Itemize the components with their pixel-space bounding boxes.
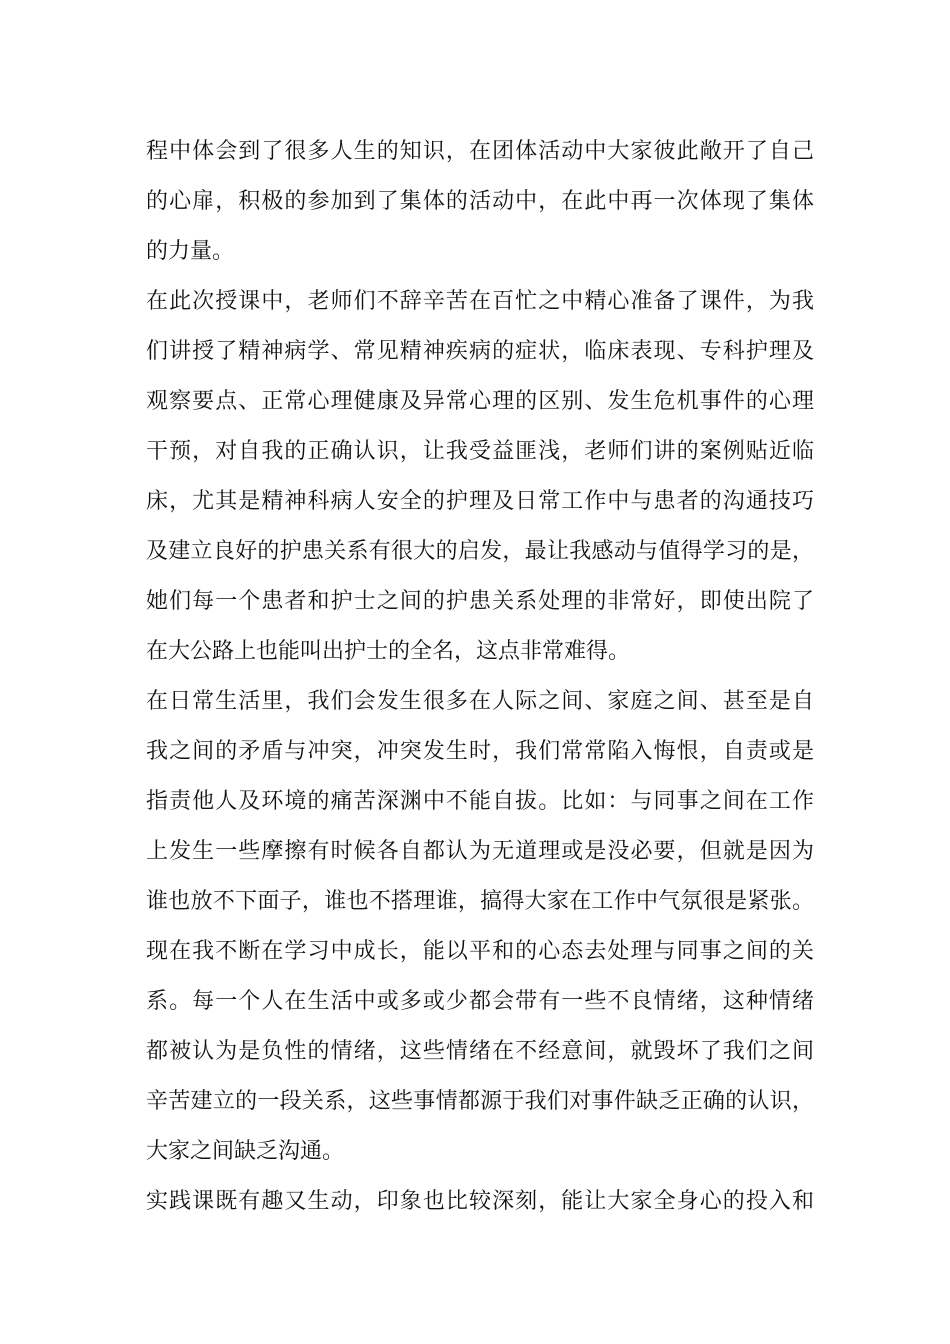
paragraph — [146, 677, 814, 1177]
text-line: 指责他人及环境的痛苦深渊中不能自拔。比如：与同事之间在工作 — [146, 789, 814, 814]
text-line: 干预，对自我的正确认识，让我受益匪浅，老师们讲的案例贴近临 — [146, 439, 814, 464]
text-line: 程中体会到了很多人生的知识，在团体活动中大家彼此敞开了自己 — [146, 139, 814, 164]
text-line: 上发生一些摩擦有时候各自都认为无道理或是没必要，但就是因为 — [146, 839, 814, 864]
text-line: 都被认为是负性的情绪，这些情绪在不经意间，就毁坏了我们之间 — [146, 1039, 814, 1064]
text-line: 现在我不断在学习中成长，能以平和的心态去处理与同事之间的关 — [146, 939, 814, 964]
paragraph — [146, 127, 814, 277]
text-line: 我之间的矛盾与冲突，冲突发生时，我们常常陷入悔恨，自责或是 — [146, 739, 814, 764]
text-line: 实践课既有趣又生动，印象也比较深刻，能让大家全身心的投入和 — [146, 1189, 814, 1214]
text-line: 在日常生活里，我们会发生很多在人际之间、家庭之间、甚至是自 — [146, 689, 814, 714]
text-line: 系。每一个人在生活中或多或少都会带有一些不良情绪，这种情绪 — [146, 989, 814, 1014]
text-line: 们讲授了精神病学、常见精神疾病的症状，临床表现、专科护理及 — [146, 339, 814, 364]
text-line: 谁也放不下面子，谁也不搭理谁，搞得大家在工作中气氛很是紧张。 — [146, 889, 814, 914]
text-line: 的心扉，积极的参加到了集体的活动中，在此中再一次体现了集体 — [146, 189, 814, 214]
text-line: 在大公路上也能叫出护士的全名，这点非常难得。 — [146, 639, 631, 664]
text-line: 她们每一个患者和护士之间的护患关系处理的非常好，即使出院了 — [146, 589, 814, 614]
text-line: 及建立良好的护患关系有很大的启发，最让我感动与值得学习的是， — [146, 539, 814, 564]
paragraph — [146, 277, 814, 677]
text-line: 辛苦建立的一段关系，这些事情都源于我们对事件缺乏正确的认识， — [146, 1089, 814, 1114]
text-line: 床，尤其是精神科病人安全的护理及日常工作中与患者的沟通技巧 — [146, 489, 814, 514]
text-line: 在此次授课中，老师们不辞辛苦在百忙之中精心准备了课件，为我 — [146, 289, 814, 314]
paragraph — [146, 1177, 814, 1227]
text-line: 观察要点、正常心理健康及异常心理的区别、发生危机事件的心理 — [146, 389, 814, 414]
text-line: 的力量。 — [146, 239, 235, 264]
text-line: 大家之间缺乏沟通。 — [146, 1139, 345, 1164]
document-body — [146, 127, 814, 1227]
